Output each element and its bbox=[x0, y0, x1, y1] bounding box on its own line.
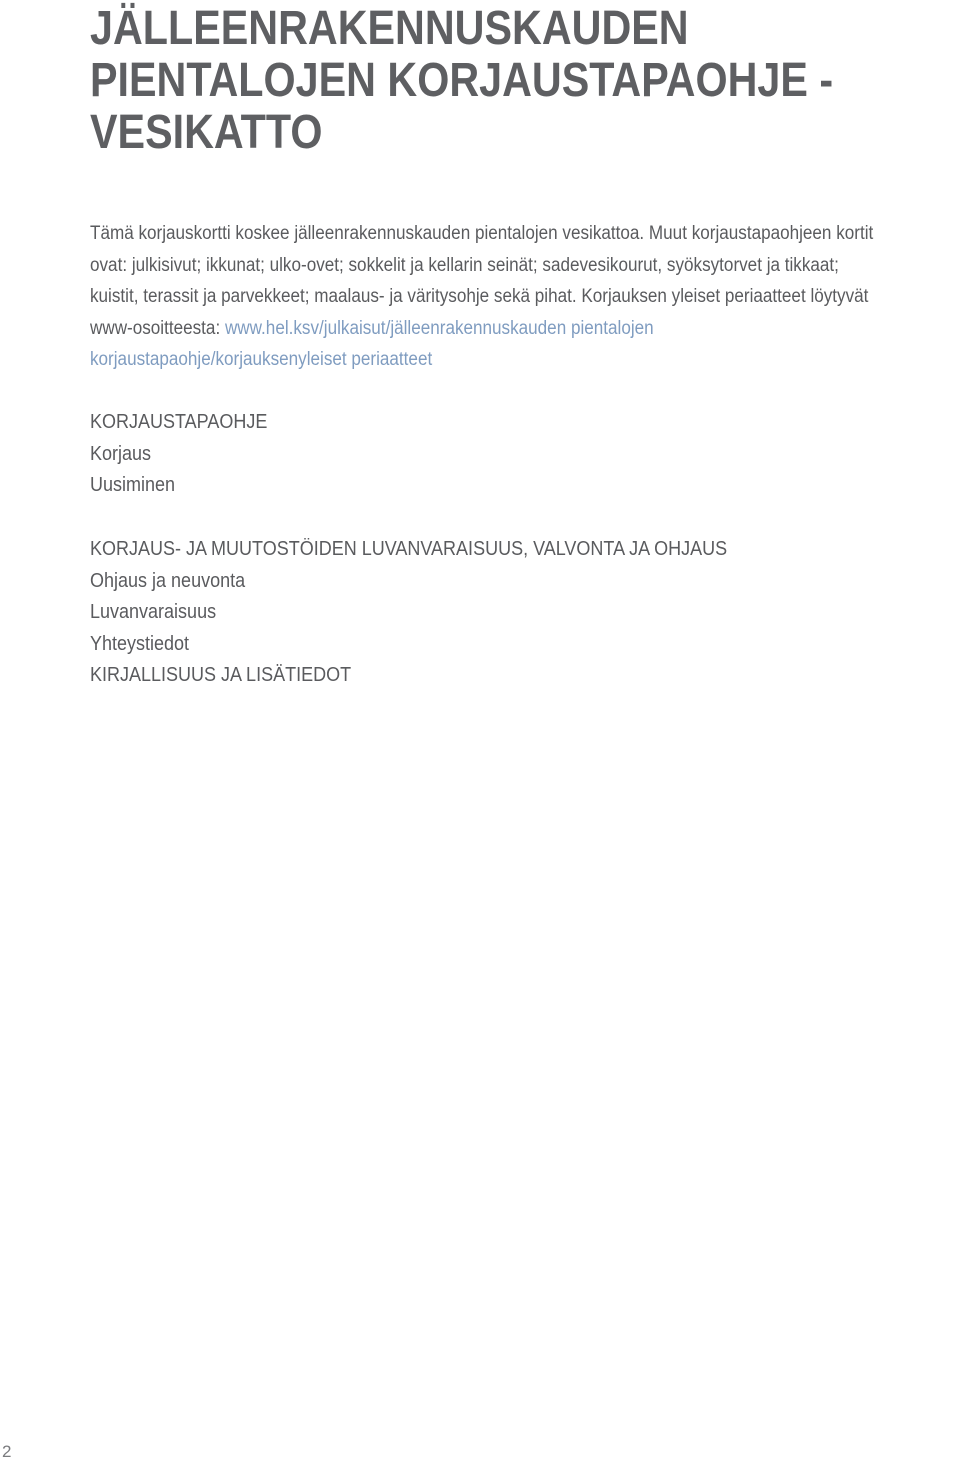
toc-item-ohjaus-ja-neuvonta[interactable]: Ohjaus ja neuvonta bbox=[90, 569, 246, 592]
page-title bbox=[90, 0, 834, 159]
toc-heading-korjaustapaohje[interactable]: KORJAUSTAPAOHJE bbox=[90, 411, 268, 433]
toc-item-luvanvaraisuus[interactable]: Luvanvaraisuus bbox=[90, 601, 217, 624]
toc-heading-kirjallisuus[interactable]: KIRJALLISUUS JA LISÄTIEDOT bbox=[90, 664, 352, 687]
title-line-2: PIENTALOJEN KORJAUSTAPAOHJE - bbox=[90, 54, 834, 107]
intro-link[interactable]: www.hel.ksv/julkaisut/jälleenrakennuskauden pientalojen korjaustapaohje/korjauksenyleiset periaatteet bbox=[90, 317, 654, 370]
toc-item-yhteystiedot[interactable]: Yhteystiedot bbox=[90, 632, 190, 655]
title-line-1: JÄLLEENRAKENNUSKAUDEN bbox=[90, 2, 689, 55]
toc-item-uusiminen[interactable]: Uusiminen bbox=[90, 474, 176, 497]
toc-section-korjaustapaohje bbox=[90, 407, 267, 502]
title-line-3: VESIKATTO bbox=[90, 106, 323, 159]
document-page bbox=[90, 0, 950, 687]
intro-text: Tämä korjauskortti koskee jälleenrakennuskauden pientalojen vesikattoa. Muut korjaustapaohjeen kortit ovat: julkisivut; ikkunat; ulko-ovet; sokkelit ja kellarin seinät; sadevesikourut, syöksytorvet ja tikkaat; kuistit, terassit ja parvekkeet; maalaus- ja väritysohje sekä pihat. Korjauksen yleiset periaatteet löytyvät www-osoitteesta: bbox=[90, 223, 874, 339]
intro-paragraph bbox=[90, 218, 882, 376]
toc-item-korjaus[interactable]: Korjaus bbox=[90, 442, 152, 465]
toc-heading-luvanvaraisuus[interactable]: KORJAUS- JA MUUTOSTÖIDEN LUVANVARAISUUS, VALVONTA JA OHJAUS bbox=[90, 538, 728, 560]
toc-section-luvanvaraisuus bbox=[90, 534, 727, 692]
page-number: 2 bbox=[2, 1442, 12, 1461]
